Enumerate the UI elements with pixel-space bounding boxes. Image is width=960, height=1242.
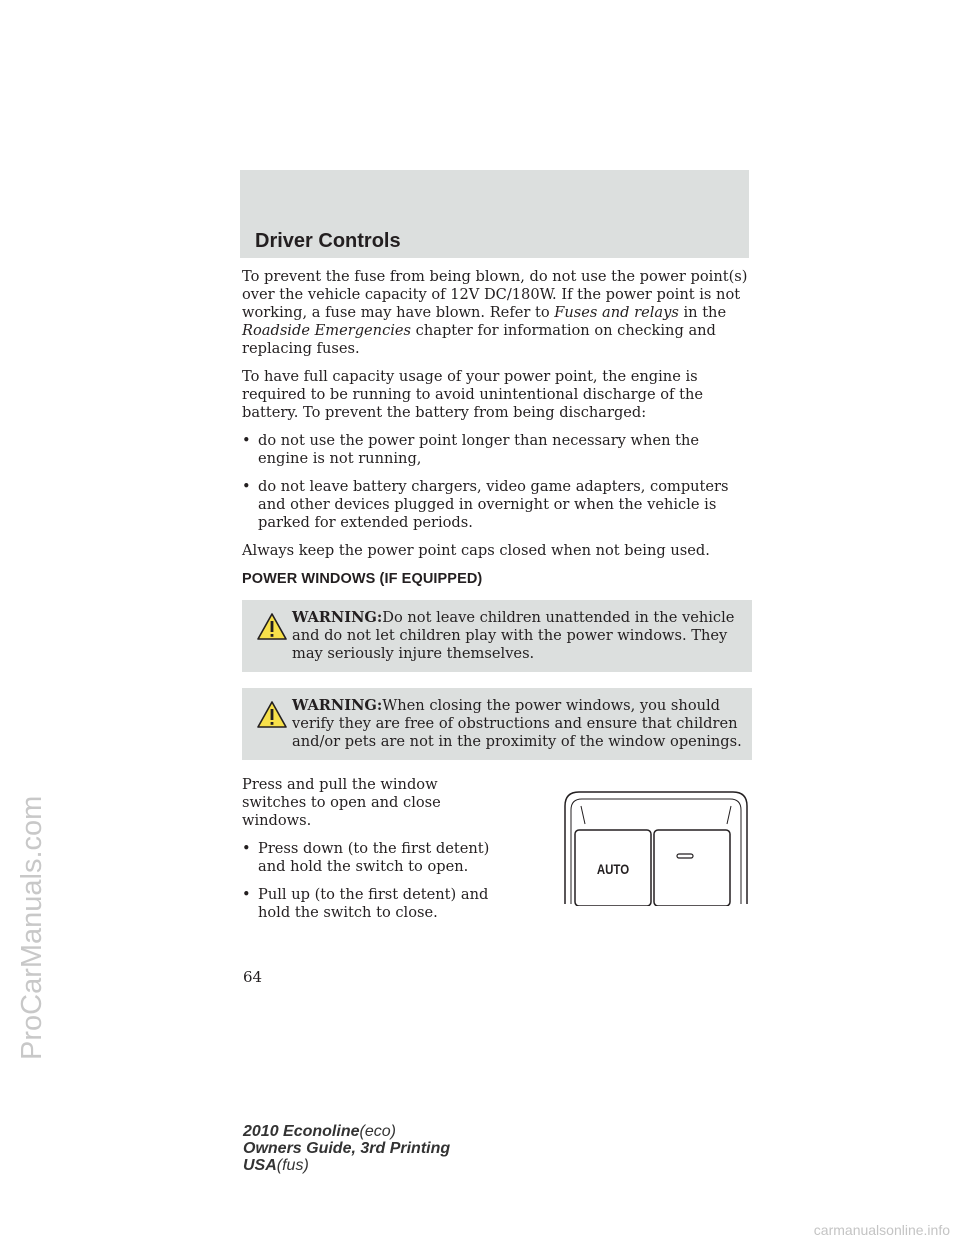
warning-label: WARNING: [292,697,383,714]
footer-line-2: Owners Guide, 3rd Printing [243,1140,451,1157]
warning-triangle-icon [256,612,288,642]
warning-message: When closing the power windows, you should verify they are free of obstructions and ensure that children and/or pets are not in the proximity of the window openings. [292,697,742,750]
list-item [242,840,498,876]
footer-line-1 [243,1123,450,1140]
warning-box [242,688,752,760]
footer-model-code: (eco) [359,1123,396,1140]
warning-text [248,697,742,751]
roadside-emergencies-ref: Roadside Emergencies [242,322,412,339]
procarmanuals-watermark [8,0,48,1242]
watermark-text: ProCarManuals.com [16,795,48,1060]
list-item [242,886,498,922]
bullet-dot: • [242,886,251,903]
footer-region-code: (fus) [276,1157,309,1174]
carmanualsonline-watermark: carmanualsonline.info [813,1222,950,1238]
bullet-dot: • [242,478,251,495]
warning-triangle-icon [256,700,288,730]
fuse-text-a: To prevent the fuse from being blown, do not use the power point(s) over the vehicle capacity of 12V DC/180W. If the power point is not working, a fuse may have blown. Refer to [242,268,748,321]
footer-line-3 [243,1157,450,1174]
bullet-dot: • [242,432,251,449]
bullet-text: Press down (to the first detent) and hold the switch to open. [258,840,490,875]
warning-box [242,600,752,672]
bullet-dot: • [242,840,251,857]
fuse-paragraph [242,268,752,358]
bullet-text: do not leave battery chargers, video game adapters, computers and other devices plugged in overnight or when the vehicle is parked for extended periods. [258,478,729,531]
bullet-text: Pull up (to the first detent) and hold the switch to close. [258,886,489,921]
warning-message: Do not leave children unattended in the vehicle and do not let children play with the power windows. They may seriously injure themselves. [292,609,735,662]
footer-model: 2010 Econoline [243,1123,360,1140]
fuses-relays-ref: Fuses and relays [554,304,679,321]
warning-label: WARNING: [292,609,383,626]
window-switch-illustration [561,788,751,906]
page-number: 64 [243,968,263,986]
list-item [242,432,752,468]
footer-region: USA [243,1157,277,1174]
list-item [242,478,752,532]
fuse-text-b: in the [678,304,727,321]
fuse-text-c: chapter for information on checking and replacing fuses. [242,322,716,357]
warning-text [248,609,742,663]
auto-switch-label: AUTO [596,860,630,878]
power-windows-instructions [242,776,498,922]
page-body [242,268,752,932]
capacity-paragraph: To have full capacity usage of your power point, the engine is required to be running to avoid unintentional discharge of the battery. To prevent the battery from being discharged: [242,368,703,421]
bullet-text: do not use the power point longer than necessary when the engine is not running, [258,432,700,467]
chapter-title: Driver Controls [255,230,401,252]
section-heading: POWER WINDOWS (IF EQUIPPED) [242,571,483,587]
document-footer [243,1123,450,1174]
caps-paragraph: Always keep the power point caps closed when not being used. [242,542,710,559]
power-windows-section [242,776,752,922]
windows-intro: Press and pull the window switches to open and close windows. [242,776,441,829]
